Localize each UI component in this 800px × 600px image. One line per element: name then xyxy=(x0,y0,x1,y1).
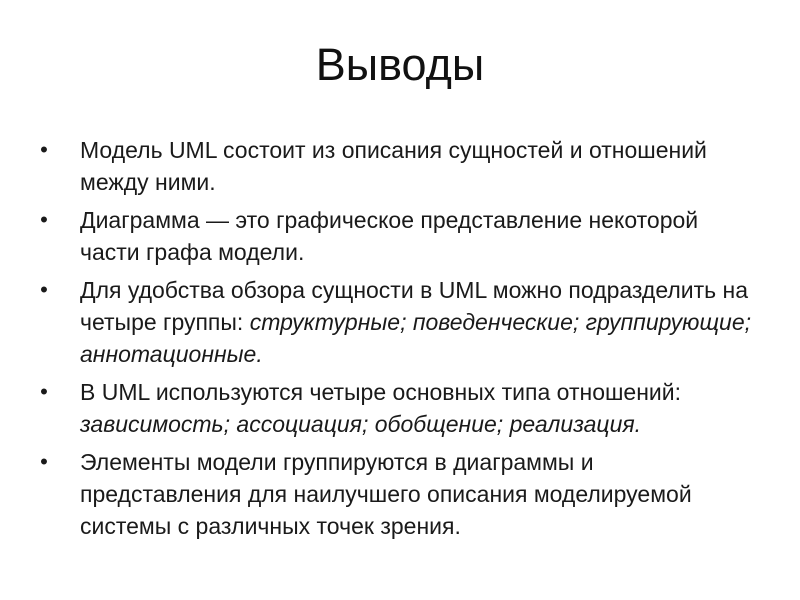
bullet-text-emphasis: структурные; поведенческие; группирующие; аннотационные. xyxy=(80,309,751,367)
bullet-dot-icon: • xyxy=(40,277,48,302)
bullet-text: Диаграмма — это графическое представление некоторой части графа модели. xyxy=(80,207,699,265)
bullet-dot-icon: • xyxy=(40,379,48,404)
bullet-item xyxy=(34,376,754,440)
bullet-text: В UML используются четыре основных типа отношений: xyxy=(80,379,694,405)
bullet-text: Для удобства обзора сущности в UML можно подразделить на четыре группы: xyxy=(80,277,749,335)
bullet-text: Модель UML состоит из описания сущностей и отношений между ними. xyxy=(80,137,707,195)
bullet-text: Элементы модели группируются в диаграммы и представления для наилучшего описания моделируемой системы с различных точек зрения. xyxy=(80,449,692,539)
bullet-list xyxy=(34,134,754,548)
bullet-text-emphasis: зависимость; ассоциация; обобщение; реализация. xyxy=(80,411,642,437)
bullet-item xyxy=(34,204,754,268)
bullet-item xyxy=(34,446,754,542)
bullet-dot-icon: • xyxy=(40,207,48,232)
bullet-dot-icon: • xyxy=(40,449,48,474)
bullet-item xyxy=(34,134,754,198)
bullet-item xyxy=(34,274,754,370)
slide-title: Выводы xyxy=(315,39,485,90)
bullet-dot-icon: • xyxy=(40,137,48,162)
